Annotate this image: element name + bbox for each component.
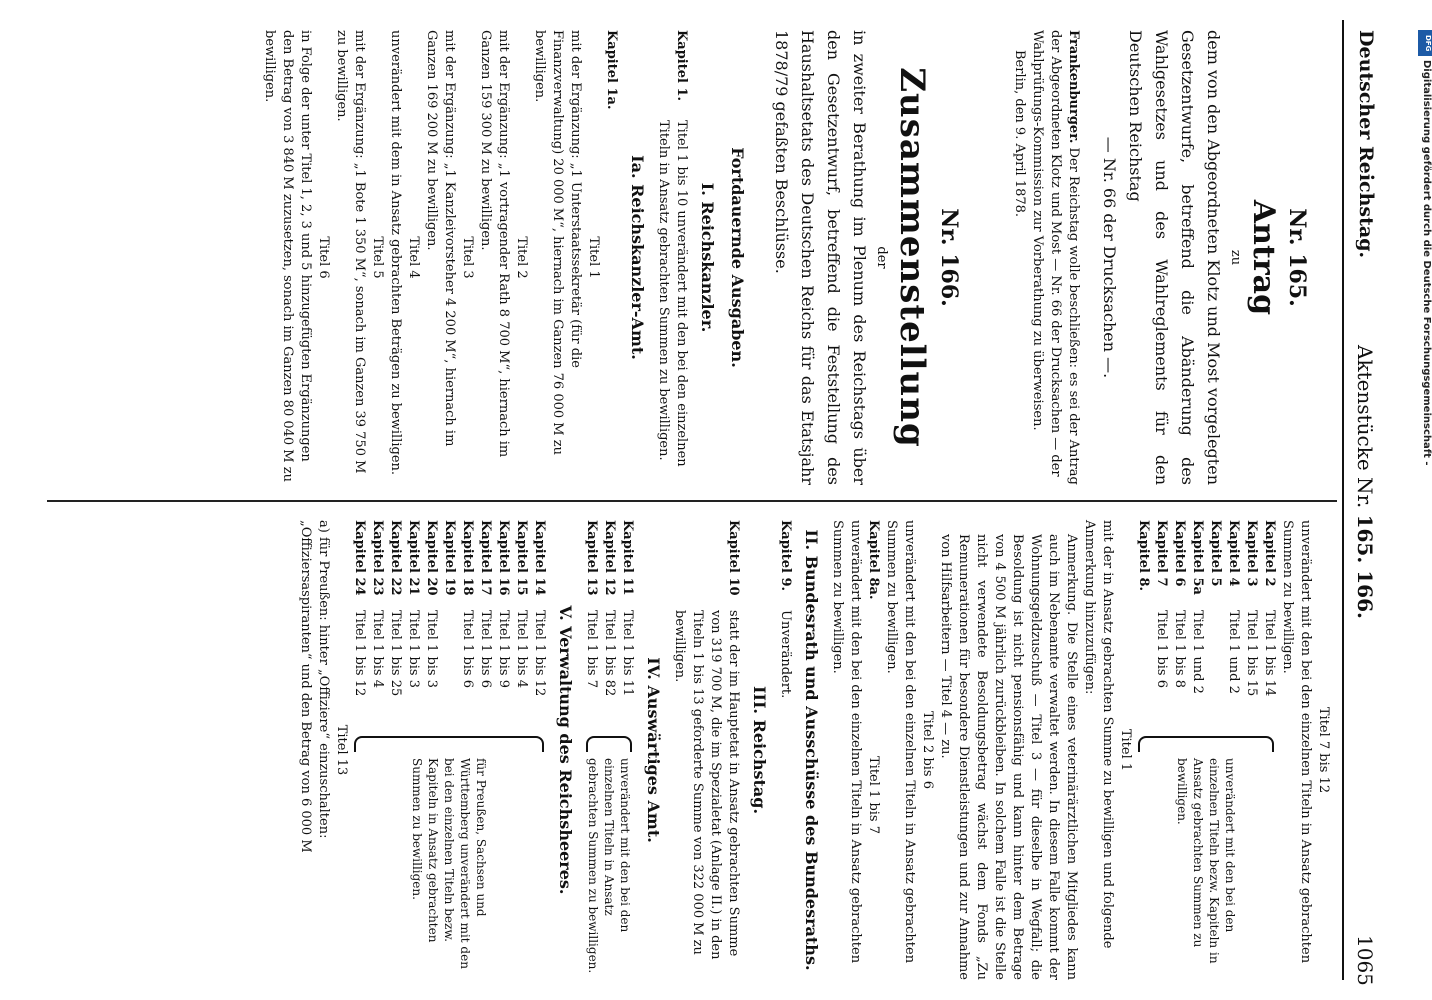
header-prefix: Aktenstücke Nr. — [1353, 345, 1377, 509]
nr165-heading: Nr. 165. — [1284, 208, 1310, 307]
kapitel-1 — [654, 30, 690, 485]
titel-2-6-head: Titel 2 bis 6 — [920, 711, 935, 789]
list-item: Kapitel 5 — [1208, 520, 1223, 587]
antrag-text: dem von den Abgeordneten Klotz und Most vorgelegten Gesetzentwurfe, betreffend die Abänderung des Wahlgesetzes und des Wahlreglements für den Deutschen Reichstag — [1126, 30, 1223, 485]
titel-7-12-text: unverändert mit den bei den einzelnen Titeln in Ansatz gebrachten Summen zu bewilligen. — [1280, 520, 1313, 964]
kapitel-group-4-note: unverändert mit den bei den einzelnen Titeln in Ansatz gebrachten Summen zu bewilligen. — [586, 758, 632, 974]
titel-2-head: Titel 2 — [514, 236, 529, 279]
section-1-heading: I. Reichskanzler. — [698, 182, 717, 333]
column-divider — [47, 500, 1337, 502]
section-2-heading: II. Bundesrath und Ausschüsse des Bundesraths. — [802, 529, 821, 971]
list-item: Kapitel 13 Titel 1 bis 7 — [584, 520, 599, 688]
list-item: Kapitel 2 Titel 1 bis 14 — [1262, 520, 1277, 697]
titel-4-text: unverändert mit dem in Ansatz gebrachten Beträgen zu bewilligen. — [388, 30, 403, 476]
kapitel-9-label: Kapitel 9. — [778, 520, 793, 592]
titel-1-text-r: mit der in Ansatz gebrachten Summe zu bewilligen und folgende Anmerkung hinzuzufügen: — [1082, 520, 1115, 949]
kapitel-9 — [776, 520, 794, 980]
zus-der: der — [874, 246, 889, 269]
kapitel-group-1-list — [1134, 520, 1278, 730]
kapitel-8a-label: Kapitel 8a. — [866, 520, 881, 600]
list-item: Kapitel 7 Titel 1 bis 6 — [1154, 520, 1169, 688]
antrag-title: Antrag — [1246, 199, 1281, 316]
titel-5-text: mit der Ergänzung: „1 Bote 1 350 M“, sonach im Ganzen 39 750 M zu bewilligen. — [334, 30, 367, 474]
list-item: Kapitel 24 Titel 1 bis 12 — [352, 520, 367, 697]
titel-3-text: mit der Ergänzung: „1 Kanzleivorsteher 4 200 M“, hiernach im Ganzen 169 200 M zu bewilligen. — [424, 30, 457, 447]
titel-4-head: Titel 4 — [406, 236, 421, 279]
list-item: Kapitel 22 Titel 1 bis 25 — [388, 520, 403, 697]
list-item: Kapitel 19 — [442, 520, 457, 596]
list-item: Kapitel 18 Titel 1 bis 6 — [460, 520, 475, 688]
list-item: Kapitel 15 Titel 1 bis 4 — [514, 520, 529, 688]
titel-2-text: mit der Ergänzung: „1 vortragender Rath 8 700 M“, hiernach im Ganzen 159 300 M zu bewilligen. — [478, 30, 511, 458]
kapitel-group-5-note: für Preußen, Sachsen und Württemberg unverändert mit den bei den einzelnen Titeln bezw. Kapiteln in Ansatz gebrachten Summen zu bewilligen. — [410, 758, 488, 969]
brace — [1138, 736, 1274, 752]
right-column — [296, 520, 1332, 980]
titel-1-text: mit der Ergänzung: „1 Unterstaatssekretär (für die Finanzverwaltung) 20 000 M“, hiernach im Ganzen 76 000 M zu bewilligen. — [532, 30, 583, 455]
page-header — [1322, 0, 1432, 1000]
antrag-date: Berlin, den 9. April 1878. — [1012, 50, 1027, 218]
kapitel-1-label: Kapitel 1. — [674, 30, 689, 102]
kapitel-1a — [602, 30, 620, 485]
frankenburger-motion — [1028, 30, 1082, 485]
zus-text: in zweiter Berathung im Plenum des Reichstags über den Gesetzentwurf, betreffend die Feststellung des Haushaltsetats des Deutschen Reichs für das Etatsjahr 1878/79 gefaßten Beschlüsse. — [772, 30, 869, 485]
titel-2-6-text: unverändert mit den bei den einzelnen Titeln in Ansatz gebrachten Summen zu bewilligen. — [884, 520, 917, 964]
kapitel-1a-label: Kapitel 1a. — [604, 30, 619, 110]
kapitel-group-4 — [582, 520, 636, 980]
nr166-heading: Nr. 166. — [936, 208, 962, 307]
digitization-sidebar — [1418, 30, 1432, 970]
titel-6-text: in Folge der unter Titel 1, 2, 3 und 5 hinzugefügten Ergänzungen den Betrag von 3 840 M zuzusetzen, sonach im Ganzen 80 040 M zu bewilligen. — [262, 30, 313, 482]
titel-1-head-r: Titel 1 — [1118, 728, 1133, 772]
list-item: Kapitel 14 Titel 1 bis 12 — [532, 520, 547, 697]
antrag-drucksachen: — Nr. 66 der Drucksachen —. — [1100, 136, 1119, 379]
list-item: Kapitel 3 Titel 1 bis 15 — [1244, 520, 1259, 697]
section-5-heading: V. Verwaltung des Reichsheeres. — [556, 605, 575, 895]
anmerkung: Anmerkung. Die Stelle eines veterinärärztlichen Mitgliedes kann auch im Nebenamte verwaltet werden. In diesem Falle kommt der Wohnungsgeldzuschuß — Titel 3 — für dieselbe in Wegfall; die Besoldung ist nicht pensionsfähig und kann hinter dem Betrage von 4 500 M jährlich zurückbleiben. In solchem Falle ist die Stelle nicht verwendete Besoldungsbetrag wächst dem Fonds „Zu Remunerationen für besondere Dienstleistungen und zur Annahme von Hilfsarbeitern — Titel 4 — zu. — [938, 534, 1079, 980]
header-rule — [1342, 20, 1344, 980]
titel-13-head: Titel 13 — [334, 724, 349, 776]
antrag-zu: zu — [1228, 249, 1243, 266]
kapitel-10-text: statt der im Hauptetat in Ansatz gebrachten Summe von 319 700 M, die im Spezialetat (Anlage II.) in den Titeln 1 bis 13 geforderte Summe von 322 000 M zu bewilligen. — [672, 610, 741, 960]
list-item: Kapitel 5a Titel 1 und 2 — [1190, 520, 1205, 694]
kapitel-group-1 — [1134, 520, 1278, 980]
titel-3-head: Titel 3 — [460, 236, 475, 279]
dfg-logo-icon: DFG — [1418, 30, 1432, 56]
left-column — [260, 30, 1332, 485]
titel-7-12-head: Titel 7 bis 12 — [1316, 706, 1331, 794]
kapitel-8a-head: Titel 1 bis 7 — [866, 756, 881, 834]
kapitel-group-1-note: unverändert mit den bei den einzelnen Titeln bezw. Kapiteln in Ansatz gebrachten Summen zu bewilligen. — [1175, 758, 1237, 964]
brace — [354, 736, 544, 752]
list-item: Kapitel 20 Titel 1 bis 3 — [424, 520, 439, 688]
section-3-heading: III. Reichstag. — [750, 685, 769, 815]
list-item: Kapitel 12 Titel 1 bis 82 — [602, 520, 617, 697]
list-item: Kapitel 21 Titel 1 bis 3 — [406, 520, 421, 688]
kapitel-8a — [864, 520, 882, 980]
section-1a-heading: Ia. Reichskanzler-Amt. — [628, 155, 647, 360]
header-numbers: 165. 166. — [1353, 514, 1377, 619]
kapitel-group-5-list — [350, 520, 548, 730]
list-item: Kapitel 6 Titel 1 bis 8 — [1172, 520, 1187, 688]
header-left: Deutscher Reichstag. — [1355, 30, 1377, 259]
frankenburger-name: Frankenburger. — [1066, 30, 1081, 144]
titel-5-head: Titel 5 — [370, 236, 385, 279]
kapitel-10 — [670, 520, 742, 980]
digitization-credit: Digitalisierung gefördert durch die Deutsche Forschungsgemeinschaft - — [1421, 60, 1432, 466]
kapitel-group-4-list — [582, 520, 636, 730]
section-4-heading: IV. Auswärtiges Amt. — [644, 657, 663, 843]
list-item: Kapitel 8. — [1136, 520, 1151, 592]
titel-1-head: Titel 1 — [586, 236, 601, 279]
kapitel-1-text: Titel 1 bis 10 unverändert mit den bei den einzelnen Titeln in Ansatz gebrachten Summen zu bewilligen. — [656, 120, 689, 467]
header-center — [1353, 345, 1377, 619]
list-item: Kapitel 11 Titel 1 bis 11 — [620, 520, 635, 697]
titel-13-text: a) für Preußen: hinter „Offiziere“ einzuschalten: „Offiziersaspiranten“ und den Betrag von 6 000 M — [298, 520, 331, 853]
list-item: Kapitel 4 Titel 1 und 2 — [1226, 520, 1241, 694]
titel-6-head: Titel 6 — [316, 236, 331, 279]
zusammenstellung-title: Zusammenstellung — [892, 67, 932, 448]
kapitel-8a-text: unverändert mit den bei den einzelnen Titeln in Ansatz gebrachten Summen zu bewilligen. — [830, 520, 863, 964]
kapitel-group-5 — [350, 520, 548, 980]
kapitel-9-text: Unverändert. — [778, 610, 793, 699]
brace — [586, 736, 632, 752]
fortdauernde-heading: Fortdauernde Ausgaben. — [728, 147, 747, 368]
list-item: Kapitel 17 Titel 1 bis 6 — [478, 520, 493, 688]
page-number: 1065 — [1353, 935, 1377, 986]
list-item: Kapitel 23 Titel 1 bis 4 — [370, 520, 385, 688]
kapitel-10-label: Kapitel 10 — [726, 520, 741, 596]
frankenburger-text: Der Reichstag wolle beschließen: es sei der Antrag der Abgeordneten Klotz und Most — Nr. 66 der Drucksachen — der Wahlprüfungs-Kommission zur Vorberathung zu überweisen. — [1030, 30, 1081, 485]
list-item: Kapitel 16 Titel 1 bis 9 — [496, 520, 511, 688]
